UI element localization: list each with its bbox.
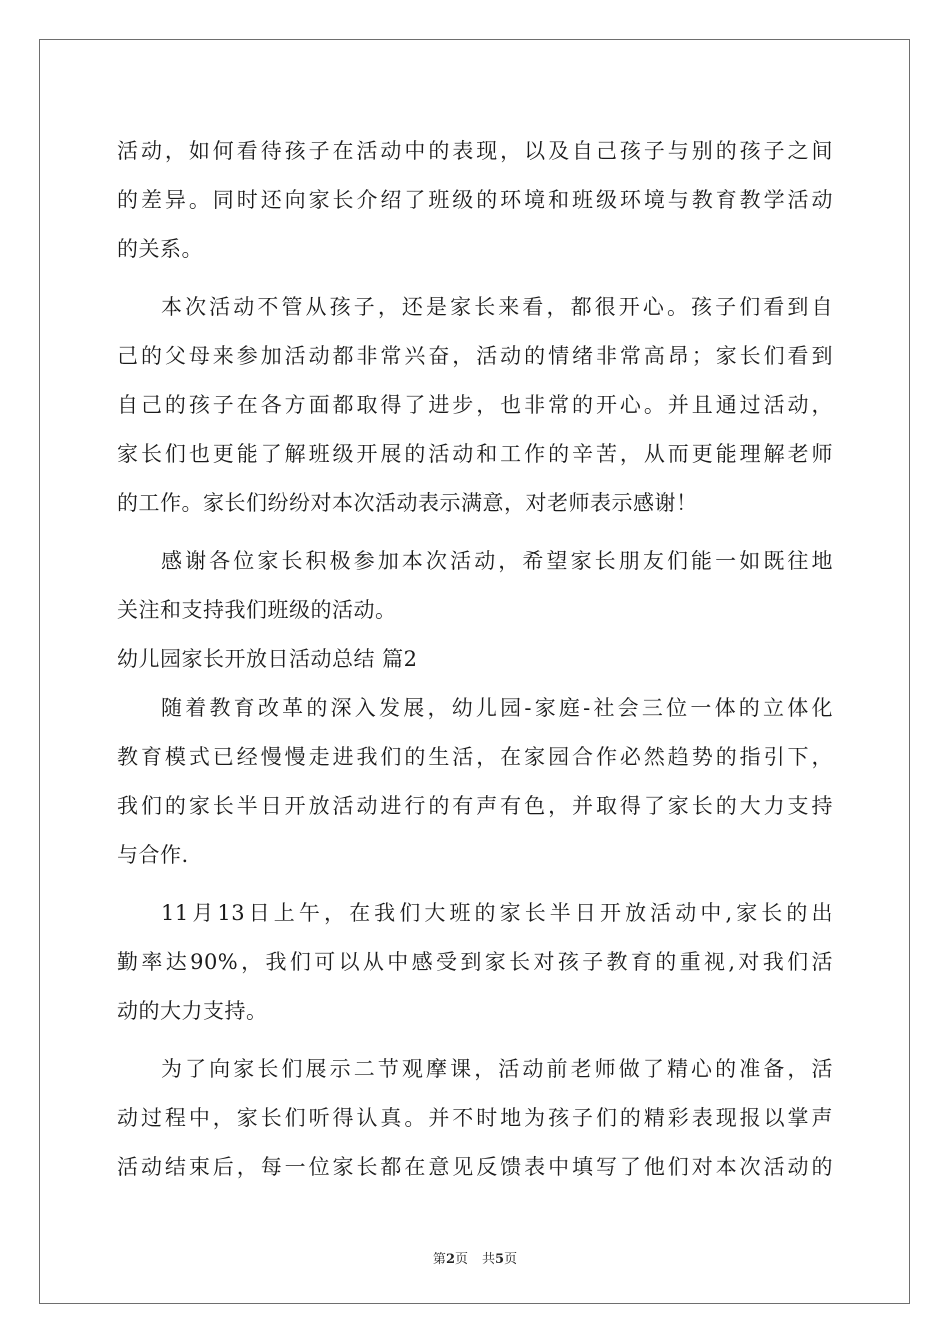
text-line: 11月13日上午，在我们大班的家长半日开放活动中,家长的出 xyxy=(161,901,833,925)
text-line: 的工作。家长们纷纷对本次活动表示满意，对老师表示感谢！ xyxy=(117,491,698,515)
text-line: 动的大力支持。 xyxy=(117,999,268,1023)
total-pages: 5 xyxy=(495,1252,505,1267)
total-label-suffix: 页 xyxy=(504,1252,518,1267)
text-line: 本次活动不管从孩子，还是家长来看，都很开心。孩子们看到自 xyxy=(161,295,833,319)
paragraph xyxy=(117,684,833,880)
text-line: 家长们也更能了解班级开展的活动和工作的辛苦，从而更能理解老师 xyxy=(117,442,833,466)
text-line: 的关系。 xyxy=(117,237,203,261)
text-line: 己的父母来参加活动都非常兴奋，活动的情绪非常高昂；家长们看到 xyxy=(117,344,833,368)
text-line: 动过程中，家长们听得认真。并不时地为孩子们的精彩表现报以掌声 xyxy=(117,1106,833,1130)
text-line: 我们的家长半日开放活动进行的有声有色，并取得了家长的大力支持 xyxy=(117,794,833,818)
text-line: 的差异。同时还向家长介绍了班级的环境和班级环境与教育教学活动 xyxy=(117,188,833,212)
total-label-prefix: 共 xyxy=(482,1252,496,1267)
text-line: 感谢各位家长积极参加本次活动，希望家长朋友们能一如既往地 xyxy=(161,549,833,573)
paragraph xyxy=(117,537,833,635)
section-heading: 幼儿园家长开放日活动总结 篇2 xyxy=(117,647,418,671)
text-line: 活动结束后，每一位家长都在意见反馈表中填写了他们对本次活动的 xyxy=(117,1155,833,1179)
text-line: 为了向家长们展示二节观摩课，活动前老师做了精心的准备，活 xyxy=(161,1057,833,1081)
paragraph xyxy=(117,127,833,274)
page-label-suffix: 页 xyxy=(454,1252,468,1267)
text-line: 教育模式已经慢慢走进我们的生活，在家园合作必然趋势的指引下， xyxy=(117,745,833,769)
text-line: 自己的孩子在各方面都取得了进步，也非常的开心。并且通过活动， xyxy=(117,393,833,417)
paragraph xyxy=(117,889,833,1036)
text-line: 与合作. xyxy=(117,843,189,867)
text-line: 关注和支持我们班级的活动。 xyxy=(117,598,397,622)
document-body xyxy=(117,127,833,1192)
text-line: 勤率达90%，我们可以从中感受到家长对孩子教育的重视,对我们活 xyxy=(117,950,833,974)
paragraph xyxy=(117,1045,833,1192)
page-footer xyxy=(0,1248,950,1267)
text-line: 随着教育改革的深入发展，幼儿园-家庭-社会三位一体的立体化 xyxy=(161,696,833,720)
page-label-prefix: 第 xyxy=(432,1252,446,1267)
text-line: 活动，如何看待孩子在活动中的表现，以及自己孩子与别的孩子之间 xyxy=(117,139,833,163)
page-number: 2 xyxy=(445,1252,455,1267)
paragraph xyxy=(117,283,833,528)
